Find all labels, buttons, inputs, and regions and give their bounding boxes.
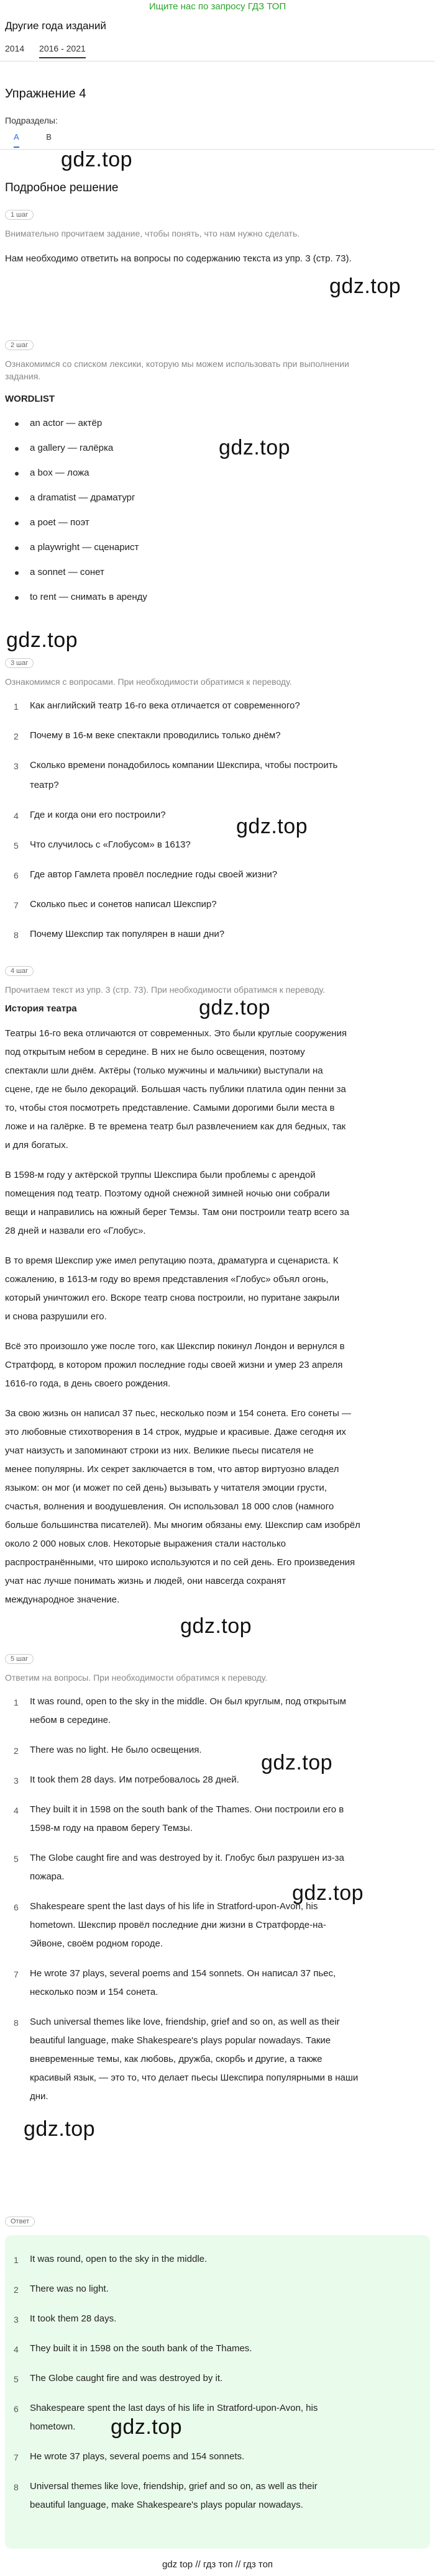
step-badge: 2 шаг (5, 340, 34, 350)
history-line: около 2 000 новых слов. Некоторые выражения стали настолько (5, 1539, 286, 1549)
history-line: помещения под театр. Поэтому одной снежной зимней ночью они собрали (5, 1188, 330, 1199)
answer-number: 2 (14, 1746, 19, 1756)
answer-number: 1 (14, 1697, 19, 1707)
history-line: Стратфорд, в котором прожил последние годы своей жизни и умер 23 апреля (5, 1360, 343, 1370)
question-number: 1 (14, 702, 19, 712)
list-bullet (15, 472, 19, 476)
history-line: 28 дней и назвали его «Глобус». (5, 1226, 146, 1236)
list-bullet (15, 571, 19, 575)
final-answer-line: It took them 28 days. (30, 2313, 117, 2324)
answer-line: 1598-м году на правом берегу Темзы. (30, 1823, 193, 1833)
history-line: то, чтобы стоя посмотреть представление. Самыми дорогими были места в (5, 1103, 335, 1113)
final-answer-line: It was round, open to the sky in the middle. (30, 2254, 208, 2264)
question-number: 2 (14, 731, 19, 741)
answer-line: beautiful language, make Shakespeare's plays popular nowadays. Такие (30, 2035, 331, 2046)
question-text: Где автор Гамлета провёл последние годы своей жизни? (30, 869, 278, 880)
final-answer-number: 3 (14, 2315, 19, 2325)
wordlist-item: a gallery — галёрка (30, 443, 114, 453)
question-number: 7 (14, 900, 19, 910)
watermark: gdz.top (236, 815, 308, 838)
final-answer-line: They built it in 1598 on the south bank of the Thames. (30, 2343, 252, 2354)
question-text: Сколько пьес и сонетов написал Шекспир? (30, 899, 217, 910)
history-line: учат нас лучше понимать жизнь и людей, они навсегда сохранят (5, 1576, 286, 1586)
step-text: Нам необходимо ответить на вопросы по содержанию текста из упр. 3 (стр. 73). (5, 253, 352, 264)
wordlist-title: WORDLIST (5, 394, 55, 404)
history-line: сцене, где не было декораций. Большая часть публики платила один пенни за (5, 1084, 346, 1095)
history-line: сожалению, в 1613-м году во время представления «Глобус» объял огонь, (5, 1274, 329, 1285)
answer-number: 6 (14, 1902, 19, 1912)
final-answer-number: 6 (14, 2404, 19, 2414)
tab-b[interactable]: B (46, 132, 52, 142)
final-answer-line: hometown. (30, 2421, 76, 2432)
footer-links (0, 2559, 435, 2570)
step-badge: 5 шаг (5, 1654, 34, 1664)
final-answer-line: beautiful language, make Shakespeare's plays popular nowadays. (30, 2500, 303, 2510)
answer-number: 4 (14, 1805, 19, 1815)
step-hint: Ответим на вопросы. При необходимости обратимся к переводу. (5, 1673, 268, 1683)
history-line: это любовные стихотворения в 14 строк, мудрые и красивые. Даже сегодня их (5, 1427, 346, 1437)
question-number: 4 (14, 811, 19, 821)
watermark: gdz.top (261, 1751, 333, 1774)
answer-line: Эйвоне, своём родном городе. (30, 1938, 163, 1949)
history-line: вещи и направились на южный берег Темзы. Там они построили театр всего за (5, 1207, 350, 1218)
history-title: История театра (5, 1003, 77, 1014)
answer-line: дни. (30, 2091, 48, 2102)
history-line: ложе и на галёрке. В те времена театр был развлечением как для бедных, так (5, 1121, 346, 1132)
answer-line: hometown. Шекспир провёл последние дни жизни в Стратфорде-на- (30, 1920, 326, 1930)
final-answer-number: 4 (14, 2344, 19, 2354)
history-line: который уничтожил его. Вскоре театр снова построили, но пуритане закрыли (5, 1293, 340, 1303)
year-2016-2021-link[interactable]: 2016 - 2021 (39, 43, 86, 58)
final-answer-number: 8 (14, 2482, 19, 2492)
footer-separator: // (235, 2559, 241, 2570)
history-line: учат наизусть и запоминают строки из них. Великие пьесы писателя не (5, 1445, 314, 1456)
question-text: Где и когда они его построили? (30, 810, 166, 820)
watermark: gdz.top (6, 628, 78, 652)
history-line: языком: он мог (и может по сей день) вызывать у читателя эмоции грусти, (5, 1483, 327, 1493)
history-line: За свою жизнь он написал 37 пьес, несколько поэм и 154 сонета. Его сонеты — (5, 1408, 351, 1419)
watermark: gdz.top (292, 1881, 364, 1905)
question-text: театр? (30, 780, 59, 790)
list-bullet (15, 546, 19, 550)
wordlist-item: a box — ложа (30, 468, 89, 478)
step-hint: Ознакомимся с вопросами. При необходимости обратимся к переводу. (5, 677, 292, 687)
wordlist-item: an actor — актёр (30, 418, 103, 428)
question-text: Сколько времени понадобилось компании Шекспира, чтобы построить (30, 760, 338, 771)
wordlist-item: a dramatist — драматург (30, 492, 135, 503)
final-answer-number: 5 (14, 2374, 19, 2384)
question-number: 5 (14, 841, 19, 851)
question-text: Как английский театр 16-го века отличается от современного? (30, 700, 300, 711)
final-answer-line: Universal themes like love, friendship, grief and so on, as well as their (30, 2481, 318, 2492)
detailed-solution-title: Подробное решение (5, 181, 119, 194)
answer-line: несколько поэм и 154 сонета. (30, 1987, 158, 1997)
step-badge: 3 шаг (5, 658, 34, 668)
answer-line: Shakespeare spent the last days of his life in Stratford-upon-Avon, his (30, 1901, 318, 1912)
final-answer-number: 2 (14, 2285, 19, 2295)
answer-number: 7 (14, 1969, 19, 1979)
years-selector (5, 43, 98, 53)
question-number: 8 (14, 930, 19, 940)
history-line: больше большинства писателей). Мы многим обязаны ему. Шекспир сам изобрёл (5, 1520, 360, 1530)
year-2014-link[interactable]: 2014 (5, 43, 25, 53)
question-number: 6 (14, 870, 19, 880)
answer-line: Such universal themes like love, friendship, grief and so on, as well as their (30, 2017, 340, 2027)
history-line: В 1598-м году у актёрской труппы Шекспира были проблемы с арендой (5, 1170, 316, 1180)
answer-line: It was round, open to the sky in the middle. Он был круглым, под открытым (30, 1696, 346, 1707)
watermark: gdz.top (199, 996, 271, 1019)
list-bullet (15, 447, 19, 451)
footer-separator: // (195, 2559, 201, 2570)
answer-number: 8 (14, 2018, 19, 2028)
answer-line: небом в середине. (30, 1715, 111, 1725)
wordlist-item: to rent — снимать в аренду (30, 592, 147, 602)
history-line: распространёнными, что широко используются и по сей день. Его произведения (5, 1557, 355, 1568)
watermark: gdz.top (24, 2117, 96, 2141)
exercise-title: Упражнение 4 (5, 87, 86, 101)
answer-line: The Globe caught fire and was destroyed by it. Глобус был разрушен из-за (30, 1853, 344, 1863)
years-title: Другие года изданий (5, 20, 106, 32)
history-line: и для богатых. (5, 1140, 68, 1150)
history-line: В то время Шекспир уже имел репутацию поэта, драматурга и сценариста. К (5, 1255, 339, 1266)
final-answer-number: 1 (14, 2255, 19, 2265)
subsections-label: Подразделы: (5, 115, 58, 125)
history-line: Театры 16-го века отличаются от современных. Это были круглые сооружения (5, 1028, 347, 1039)
question-text: Почему Шекспир так популярен в наши дни? (30, 929, 225, 939)
history-line: счастья, волнения и воодушевления. Он использовал 18 000 слов (намного (5, 1501, 334, 1512)
answer-line: вневременные темы, как любовь, дружба, скорбь и другие, а также (30, 2054, 323, 2064)
footer-link[interactable]: gdz top (162, 2559, 193, 2570)
history-line: под открытым небом в середине. В них не было освещения, поэтому (5, 1047, 305, 1057)
subsection-tabs (14, 132, 76, 142)
watermark: gdz.top (329, 274, 401, 298)
answer-line: красивый язык, — это то, что делает пьесы Шекспира популярными в наши (30, 2072, 359, 2083)
top-search-hint-link[interactable]: Ищите нас по запросу ГДЗ ТОП (149, 1, 286, 12)
answer-line: пожара. (30, 1871, 65, 1882)
step-badge: 1 шаг (5, 210, 34, 220)
watermark: gdz.top (219, 436, 291, 459)
watermark: gdz.top (111, 2415, 183, 2439)
question-number: 3 (14, 761, 19, 771)
answer-line: There was no light. Не было освещения. (30, 1745, 202, 1755)
history-line: Всё это произошло уже после того, как Шекспир покинул Лондон и вернулся в (5, 1341, 345, 1352)
history-line: менее популярны. Их секрет заключается в том, что автор виртуозно владел (5, 1464, 339, 1475)
history-line: 1616-го года, в день своего рождения. (5, 1378, 171, 1389)
tab-a[interactable]: A (14, 132, 19, 148)
list-bullet (15, 422, 19, 426)
list-bullet (15, 522, 19, 525)
final-answer-line: There was no light. (30, 2284, 109, 2294)
answer-badge: Ответ (5, 2217, 35, 2226)
answer-number: 3 (14, 1776, 19, 1786)
step-hint: Внимательно прочитаем задание, чтобы понять, что нам нужно сделать. (5, 228, 300, 238)
question-text: Что случилось с «Глобусом» в 1613? (30, 839, 191, 850)
list-bullet (15, 497, 19, 500)
watermark: gdz.top (61, 148, 133, 171)
answer-line: He wrote 37 plays, several poems and 154 sonnets. Он написал 37 пьес, (30, 1968, 336, 1979)
footer-link[interactable]: гдз топ (243, 2559, 273, 2570)
footer-link[interactable]: гдз топ (203, 2559, 233, 2570)
answer-line: They built it in 1598 on the south bank of the Thames. Они построили его в (30, 1804, 344, 1815)
final-answer-line: He wrote 37 plays, several poems and 154 sonnets. (30, 2451, 245, 2462)
history-line: международное значение. (5, 1594, 120, 1605)
history-line: спектакли шли днём. Актёры (только мужчины и мальчики) выступали на (5, 1065, 323, 1076)
step-badge: 4 шаг (5, 966, 34, 976)
answer-line: It took them 28 days. Им потребовалось 28 дней. (30, 1774, 239, 1785)
final-answer-number: 7 (14, 2452, 19, 2462)
wordlist-item: a poet — поэт (30, 517, 89, 528)
list-bullet (15, 596, 19, 600)
step-hint: Ознакомимся со списком лексики, которую мы можем использовать при выполнении (5, 359, 349, 369)
step-hint: задания. (5, 371, 41, 381)
history-line: и снова разрушили его. (5, 1311, 107, 1322)
step-hint: Прочитаем текст из упр. 3 (стр. 73). При необходимости обратимся к переводу. (5, 985, 326, 995)
watermark: gdz.top (180, 1614, 252, 1638)
question-text: Почему в 16-м веке спектакли проводились только днём? (30, 730, 281, 741)
wordlist-item: a playwright — сценарист (30, 542, 139, 553)
final-answer-line: The Globe caught fire and was destroyed by it. (30, 2373, 223, 2384)
wordlist-item: a sonnet — сонет (30, 567, 104, 577)
final-answer-line: Shakespeare spent the last days of his life in Stratford-upon-Avon, his (30, 2403, 318, 2413)
answer-number: 5 (14, 1854, 19, 1864)
